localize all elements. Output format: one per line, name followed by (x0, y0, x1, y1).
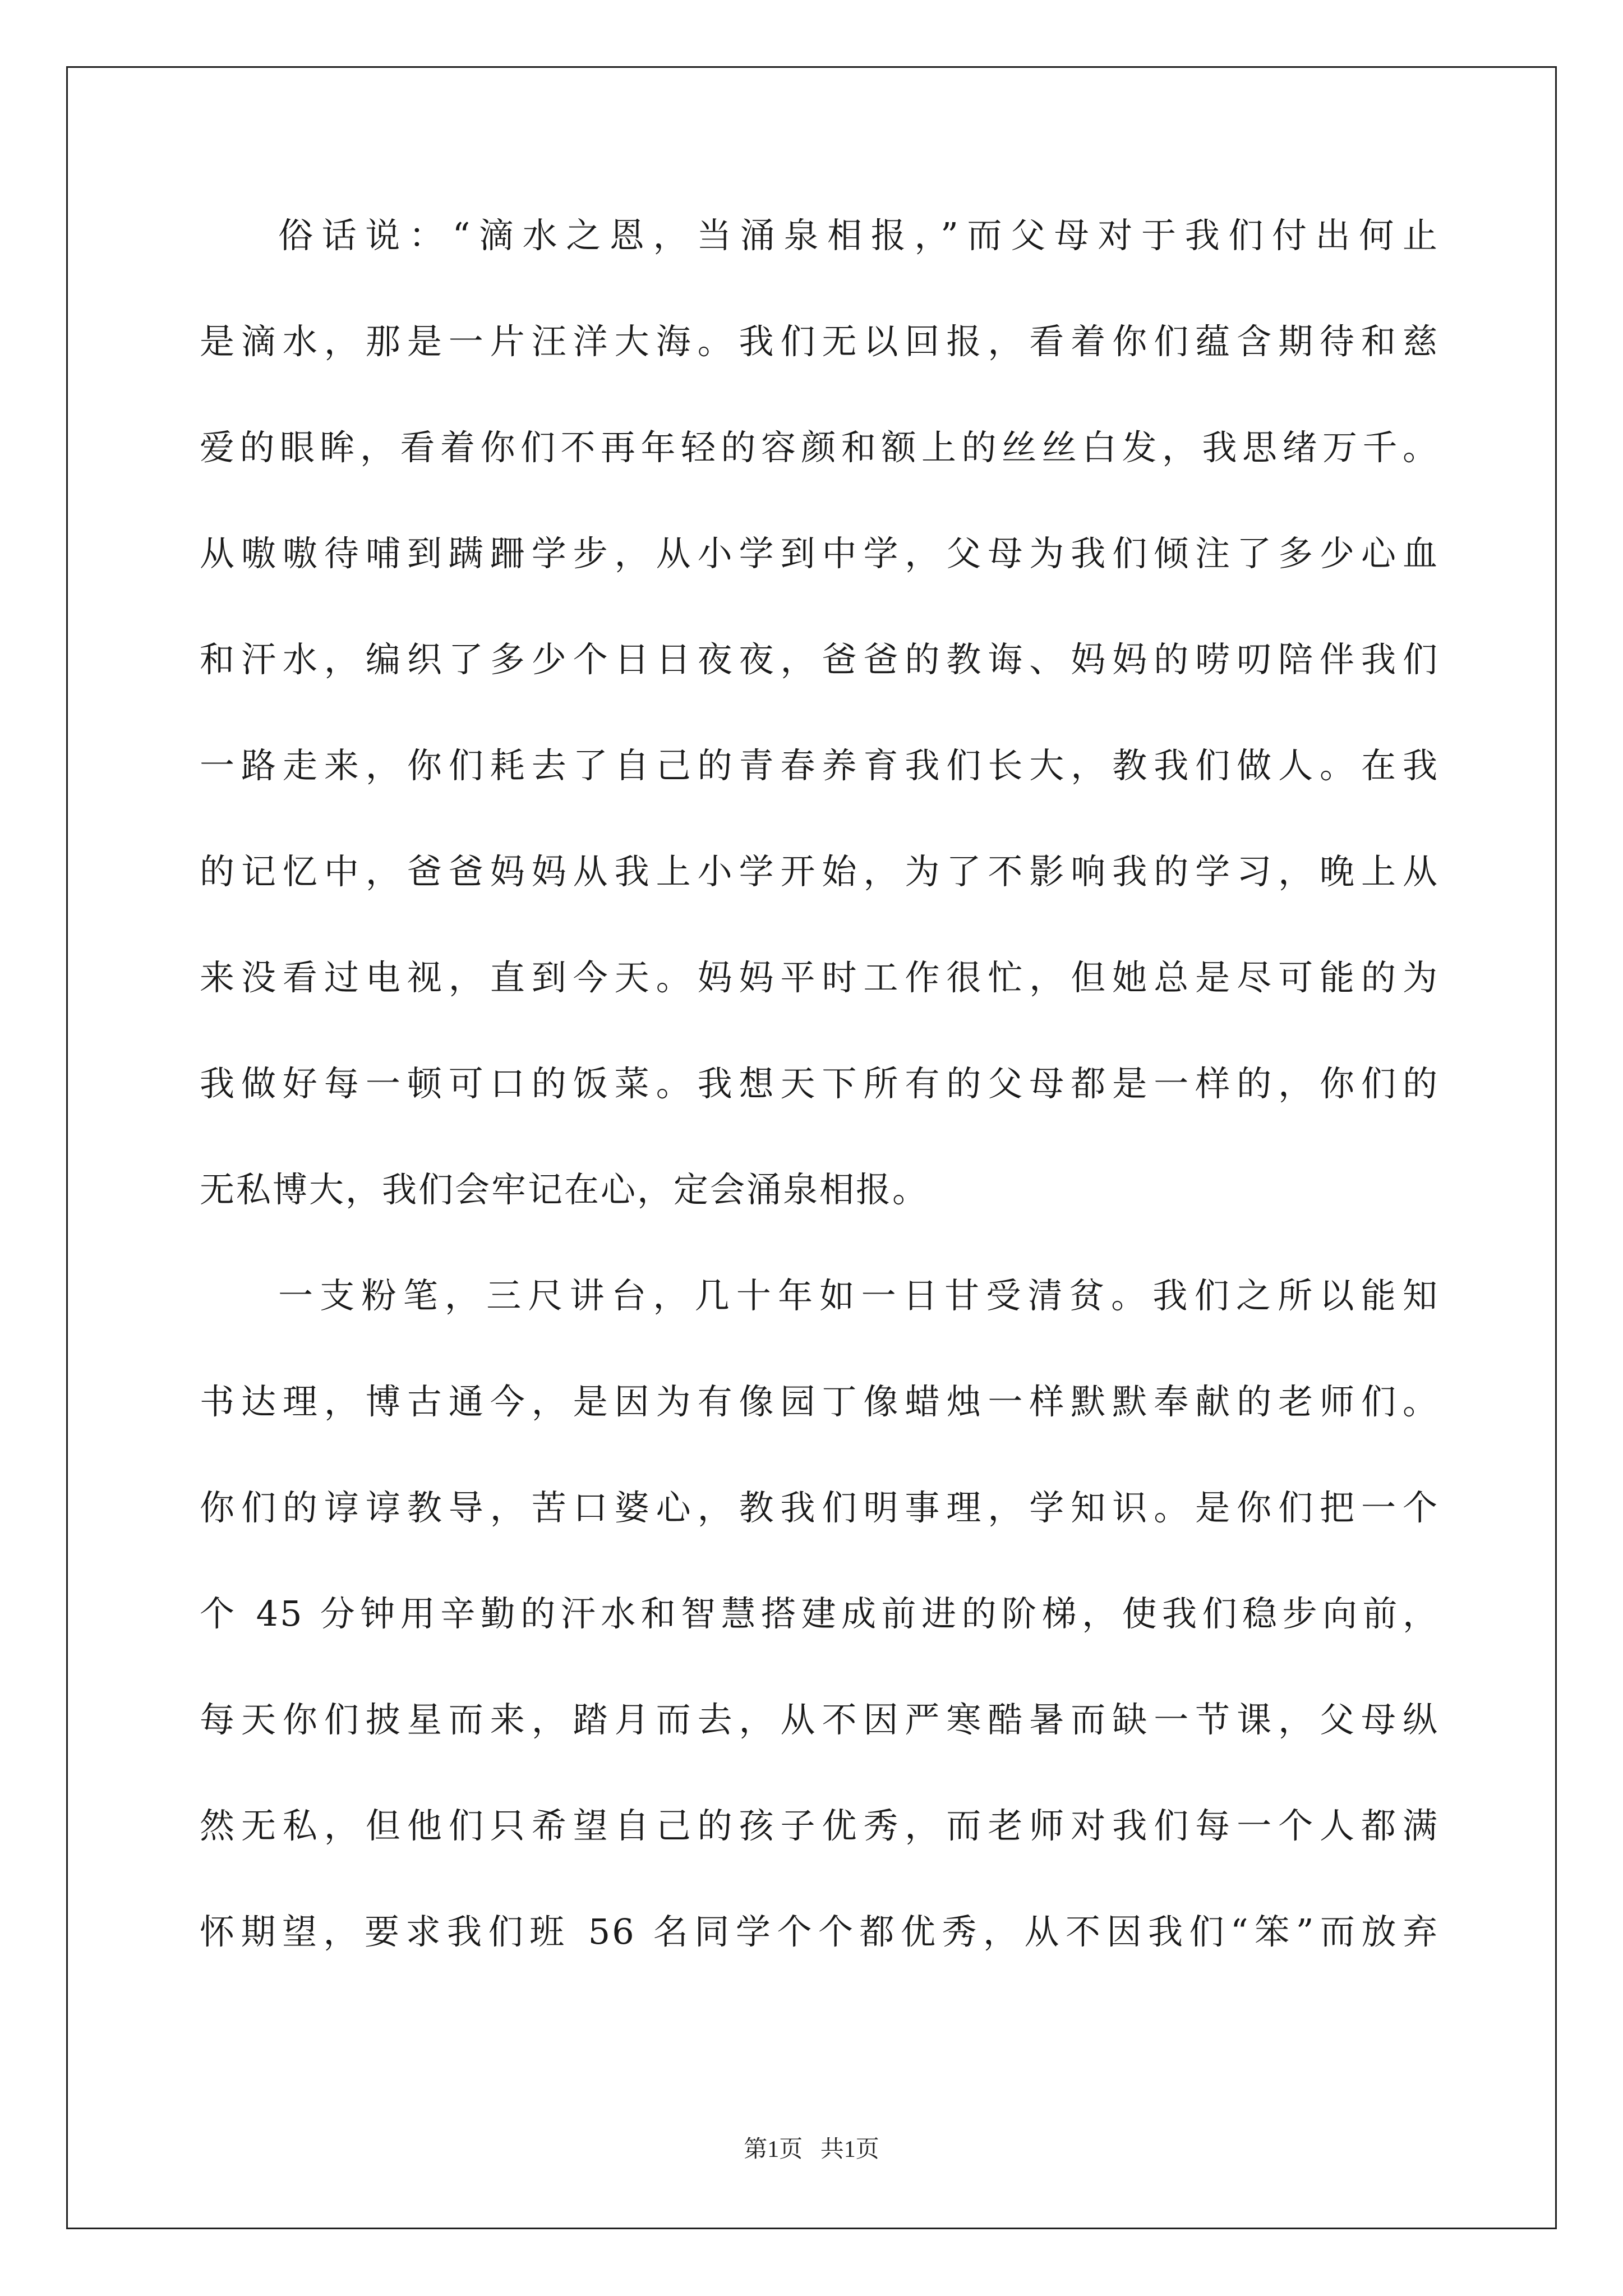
paragraph-2-line-6: 然无私，但他们只希望自己的孩子优秀，而老师对我们每一个人都满 (200, 1805, 1439, 1846)
paragraph-1-line-3: 爱的眼眸，看着你们不再年轻的容颜和额上的丝丝白发，我思绪万千。 (200, 427, 1439, 468)
paragraph-1-line-7: 的记忆中，爸爸妈妈从我上小学开始，为了不影响我的学习，晚上从 (200, 851, 1439, 892)
paragraph-1-line-10: 无私博大，我们会牢记在心，定会涌泉相报。 (200, 1169, 929, 1210)
paragraph-1-line-4: 从嗷嗷待哺到蹒跚学步，从小学到中学，父母为我们倾注了多少心血 (200, 533, 1439, 574)
paragraph-2-line-7: 怀期望，要求我们班 56 名同学个个都优秀，从不因我们“笨”而放弃 (200, 1911, 1439, 1952)
paragraph-1-line-8: 来没看过电视，直到今天。妈妈平时工作很忙，但她总是尽可能的为 (200, 957, 1439, 998)
paragraph-1-line-9: 我做好每一顿可口的饭菜。我想天下所有的父母都是一样的，你们的 (200, 1063, 1439, 1104)
paragraph-2-line-5: 每天你们披星而来，踏月而去，从不因严寒酷暑而缺一节课，父母纵 (200, 1699, 1439, 1740)
paragraph-2-line-1: 一支粉笔，三尺讲台，几十年如一日甘受清贫。我们之所以能知 (278, 1275, 1439, 1316)
paragraph-1-line-5: 和汗水，编织了多少个日日夜夜，爸爸的教诲、妈妈的唠叨陪伴我们 (200, 639, 1439, 680)
paragraph-1-line-1: 俗话说：“滴水之恩，当涌泉相报，”而父母对于我们付出何止 (278, 215, 1439, 256)
paragraph-1-line-2: 是滴水，那是一片汪洋大海。我们无以回报，看着你们蕴含期待和慈 (200, 321, 1439, 362)
paragraph-2-line-2: 书达理，博古通今，是因为有像园丁像蜡烛一样默默奉献的老师们。 (200, 1381, 1439, 1422)
page-footer-page-number: 第1页 共1页 (744, 2137, 879, 2162)
paragraph-2-line-3: 你们的谆谆教导，苦口婆心，教我们明事理，学知识。是你们把一个 (200, 1487, 1439, 1528)
document-body (200, 213, 1439, 2016)
paragraph-1-line-6: 一路走来，你们耗去了自己的青春养育我们长大，教我们做人。在我 (200, 745, 1439, 786)
paragraph-2-line-4: 个 45 分钟用辛勤的汗水和智慧搭建成前进的阶梯，使我们稳步向前， (200, 1593, 1439, 1634)
